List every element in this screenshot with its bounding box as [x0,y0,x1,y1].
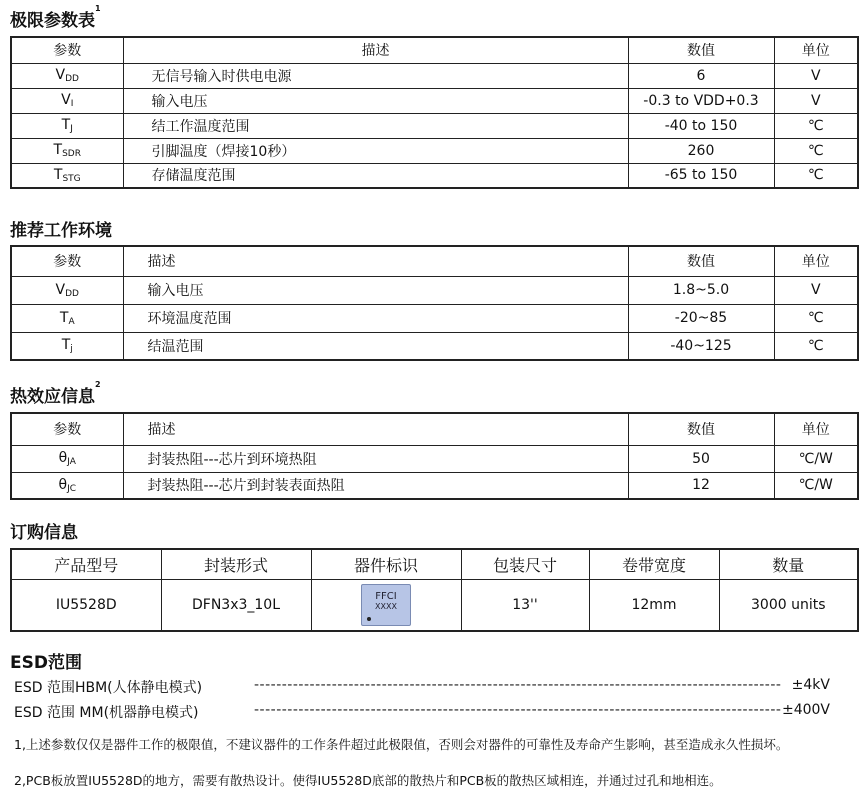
header-marking: 器件标识 [311,549,461,579]
esd-mm-label: ESD 范围 MM(机器静电模式) [14,705,199,721]
param-cell [11,88,123,113]
param-symbol: V [55,281,66,298]
header-value: 数值 [628,37,774,63]
table-row [11,88,858,113]
param-subscript: DD [65,74,79,84]
table-row [11,332,858,360]
desc-cell: 引脚温度（焊接10秒） [123,138,628,163]
esd-mm-line [14,702,854,722]
pack-size-cell: 13'' [461,579,589,631]
param-subscript: STG [62,173,81,184]
unit-cell: ℃ [774,332,858,360]
param-cell [11,332,123,360]
note-2: 2,PCB板放置IU5528D的地方，需要有散热设计。使得IU5528D底部的散热片和PCB板的散热区域相连，并通过过孔和地相连。 [14,773,722,788]
value-cell: 6 [628,63,774,88]
table-row [11,472,858,499]
param-symbol: T [53,142,63,158]
table-header-row [11,246,858,276]
limits-table [10,36,859,189]
esd-mm-value: ±400V [781,702,830,718]
thermal-title: 热效应信息$^2$ [10,380,101,407]
unit-cell: ℃ [774,304,858,332]
leader-dashes: ----------------------------------------------------------------------------------------------- [254,702,782,718]
desc-cell: 结工作温度范围 [123,113,628,138]
chip-marking-image [361,584,411,626]
value-cell: -0.3 to VDD+0.3 [628,88,774,113]
header-param: 参数 [11,413,123,445]
param-cell [11,304,123,332]
unit-cell: ℃/W [774,445,858,472]
param-symbol: θ [58,450,68,466]
param-subscript: JC [67,483,77,494]
desc-cell: 输入电压 [123,88,628,113]
param-subscript: SDR [62,149,81,159]
value-cell: -20~85 [628,304,774,332]
table-row [11,276,858,304]
desc-cell: 封装热阻---芯片到环境热阻 [123,445,628,472]
marking-cell [311,579,461,631]
desc-cell: 封装热阻---芯片到封装表面热阻 [123,472,628,499]
order-table [10,548,859,632]
table-row [11,63,858,88]
header-model: 产品型号 [11,549,161,579]
param-cell [11,113,123,138]
param-symbol: T [61,117,71,133]
table-row [11,138,858,163]
param-cell [11,63,123,88]
order-title: 订购信息 [10,523,78,543]
header-unit: 单位 [774,246,858,276]
esd-hbm-line [14,677,854,697]
value-cell: 260 [628,138,774,163]
param-cell [11,163,123,188]
table-row [11,445,858,472]
desc-cell: 输入电压 [123,276,628,304]
unit-cell: ℃/W [774,472,858,499]
header-desc: 描述 [123,413,628,445]
header-package: 封装形式 [161,549,311,579]
header-param: 参数 [11,37,123,63]
tape-width-cell: 12mm [589,579,719,631]
pin1-dot-icon [367,617,371,621]
header-value: 数值 [628,246,774,276]
table-header-row [11,37,858,63]
header-quantity: 数量 [719,549,858,579]
thermal-table [10,412,859,500]
param-cell [11,138,123,163]
desc-cell: 存储温度范围 [123,163,628,188]
table-row [11,163,858,188]
header-desc: 描述 [123,246,628,276]
table-header-row [11,549,858,579]
param-symbol: V [61,92,71,108]
table-row [11,579,858,631]
param-subscript: JA [67,457,76,467]
header-unit: 单位 [774,37,858,63]
package-cell: DFN3x3_10L [161,579,311,631]
chip-marking-line2: XXXX [375,601,397,611]
header-tape-width: 卷带宽度 [589,549,719,579]
value-cell: -40 to 150 [628,113,774,138]
param-subscript: DD [65,288,79,299]
param-symbol: T [53,166,63,183]
table-row [11,113,858,138]
desc-cell: 无信号输入时供电电源 [123,63,628,88]
param-symbol: T [61,337,71,354]
header-param: 参数 [11,246,123,276]
param-cell [11,472,123,499]
unit-cell: ℃ [774,163,858,188]
quantity-cell: 3000 units [719,579,858,631]
value-cell: -65 to 150 [628,163,774,188]
leader-dashes: ----------------------------------------------------------------------------------------------- [254,677,782,693]
chip-marking-line1: FFCI [375,590,397,602]
unit-cell: V [774,276,858,304]
esd-hbm-value: ±4kV [791,677,830,693]
value-cell: 50 [628,445,774,472]
esd-hbm-label: ESD 范围HBM(人体静电模式) [14,680,203,696]
esd-title: ESD范围 [10,653,82,673]
operating-title: 推荐工作环境 [10,221,112,241]
param-cell [11,276,123,304]
table-header-row [11,413,858,445]
note-1: 1,上述参数仅仅是器件工作的极限值，不建议器件的工作条件超过此极限值，否则会对器件的可靠性及寿命产生影响，甚至造成永久性损坏。 [14,737,789,752]
operating-table [10,245,859,361]
value-cell: 12 [628,472,774,499]
desc-cell: 环境温度范围 [123,304,628,332]
param-subscript: j [70,344,73,355]
table-row [11,304,858,332]
value-cell: -40~125 [628,332,774,360]
unit-cell: ℃ [774,138,858,163]
param-symbol: V [55,67,66,83]
desc-cell: 结温范围 [123,332,628,360]
param-cell [11,445,123,472]
header-value: 数值 [628,413,774,445]
param-symbol: θ [58,476,68,493]
unit-cell: ℃ [774,113,858,138]
unit-cell: V [774,63,858,88]
param-subscript: J [70,124,73,134]
value-cell: 1.8~5.0 [628,276,774,304]
param-subscript: A [68,316,75,327]
header-desc: 描述 [123,37,628,63]
header-unit: 单位 [774,413,858,445]
param-symbol: T [59,309,69,326]
model-cell: IU5528D [11,579,161,631]
limits-title: 极限参数表$^1$ [10,4,101,31]
param-subscript: I [70,99,74,109]
header-pack-size: 包装尺寸 [461,549,589,579]
unit-cell: V [774,88,858,113]
